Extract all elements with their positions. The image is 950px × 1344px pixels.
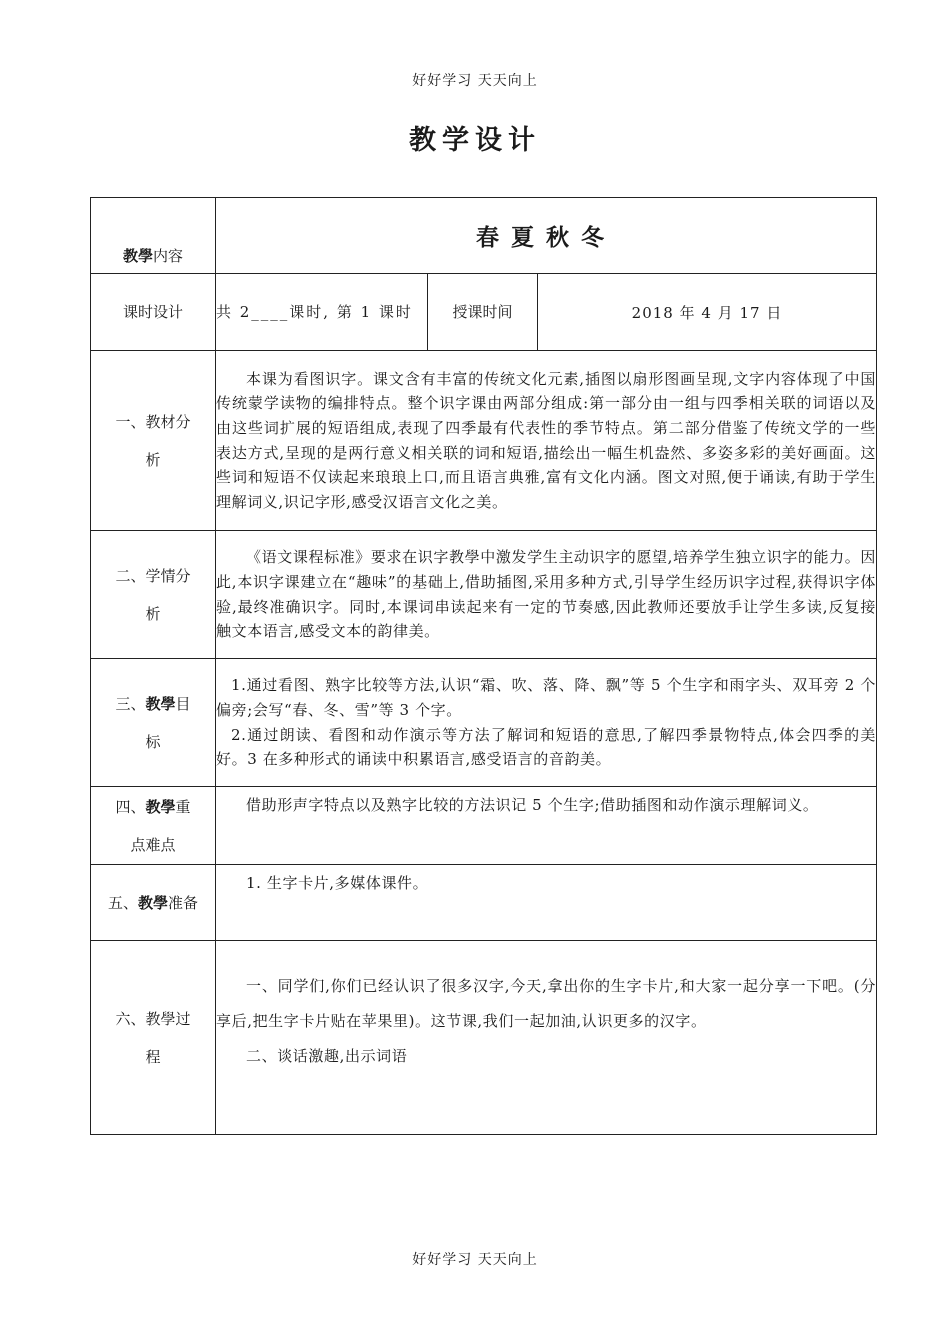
label-student-text: 二、学情分析 bbox=[115, 566, 191, 623]
row-student-analysis bbox=[91, 531, 877, 659]
label-hours: 课时设计 bbox=[91, 274, 216, 351]
label-bold: 教學 bbox=[122, 247, 153, 265]
key-points-cell bbox=[216, 787, 877, 865]
label-material-analysis bbox=[91, 351, 216, 531]
row-key-points bbox=[91, 787, 877, 865]
label-key-points bbox=[91, 787, 216, 865]
teaching-goals-cell bbox=[216, 659, 877, 787]
process-paragraph: 一、同学们,你们已经认识了很多汉字,今天,拿出你的生字卡片,和大家一起分享一下吧。(分享后,把生字卡片贴在苹果里)。这节课,我们一起加油,认识更多的汉字。 bbox=[216, 977, 876, 1030]
teach-date: 2018 年 4 月 17 日 bbox=[538, 274, 877, 351]
label-rest: 目标 bbox=[145, 694, 191, 751]
hours-value: 共 2____课时, 第 1 课时 bbox=[216, 274, 428, 351]
label-bold: 教學 bbox=[145, 694, 176, 713]
key-points-text: 借助形声字特点以及熟字比较的方法识记 5 个生字;借助插图和动作演示理解词义。 bbox=[246, 796, 819, 814]
footer-motto: 好好学习 天天向上 bbox=[412, 1252, 538, 1268]
row-material-analysis bbox=[91, 351, 877, 531]
preparation-cell bbox=[216, 865, 877, 941]
label-bold: 教學 bbox=[137, 893, 168, 912]
row-preparation bbox=[91, 865, 877, 941]
label-material-text: 一、教材分析 bbox=[115, 412, 191, 469]
row-lesson-content bbox=[91, 198, 877, 274]
label-pre: 五、 bbox=[107, 893, 138, 912]
lesson-plan-table bbox=[90, 197, 877, 1135]
label-teaching-process bbox=[91, 941, 216, 1135]
goal-item: 1.通过看图、熟字比较等方法,认识“霜、吹、落、降、飘”等 5 个生字和雨字头、双耳旁 2 个偏旁;会写“春、冬、雪”等 3 个字。 bbox=[216, 676, 876, 719]
goal-item: 2.通过朗读、看图和动作演示等方法了解词和短语的意思,了解四季景物特点,体会四季的美好。3 在多种形式的诵读中积累语言,感受语言的音韵美。 bbox=[216, 725, 876, 769]
label-rest: 内容 bbox=[153, 247, 184, 265]
process-paragraph: 二、谈话激趣,出示词语 bbox=[246, 1047, 408, 1065]
header-motto: 好好学习 天天向上 bbox=[412, 73, 538, 89]
label-process-text: 六、教學过程 bbox=[115, 1009, 191, 1066]
label-teach-time: 授课时间 bbox=[428, 274, 538, 351]
lesson-title: 春夏秋冬 bbox=[476, 224, 616, 251]
row-teaching-process bbox=[91, 941, 877, 1135]
label-student-analysis bbox=[91, 531, 216, 659]
label-preparation bbox=[91, 865, 216, 941]
material-analysis-cell bbox=[216, 351, 877, 531]
student-analysis-cell bbox=[216, 531, 877, 659]
label-bold: 教學 bbox=[145, 797, 176, 816]
lesson-title-cell bbox=[216, 198, 877, 274]
label-rest: 重点难点 bbox=[130, 797, 191, 854]
teaching-process-cell bbox=[216, 941, 877, 1135]
label-rest: 准备 bbox=[168, 893, 199, 912]
material-analysis-text: 本课为看图识字。课文含有丰富的传统文化元素,插图以扇形图画呈现,文字内容体现了中国传统蒙学读物的编排特点。整个识字课由两部分组成:第一部分由一组与四季相关联的词语以及由这些词扩展的短语组成,表现了四季最有代表性的季节特点。第二部分借鉴了传统文学的一些表达方式,呈现的是两行意义相关联的词和短语,描绘出一幅生机盎然、多姿多彩的美好画面。这些词和短语不仅读起来琅琅上口,而且语言典雅,富有文化内涵。图文对照,便于诵读,有助于学生理解词义,识记字形,感受汉语言文化之美。 bbox=[216, 369, 876, 511]
label-pre: 三、 bbox=[115, 694, 146, 713]
row-hours bbox=[91, 274, 877, 351]
label-lesson-content bbox=[91, 198, 216, 274]
row-teaching-goals bbox=[91, 659, 877, 787]
student-analysis-text: 《语文课程标准》要求在识字教學中激发学生主动识字的愿望,培养学生独立识字的能力。因此,本识字课建立在“趣味”的基础上,借助插图,采用多种方式,引导学生经历识字过程,获得识字体验,最终准确识字。同时,本课词串读起来有一定的节奏感,因此教师还要放手让学生多读,反复接触文本语言,感受文本的韵律美。 bbox=[216, 548, 876, 641]
document-title: 教学设计 bbox=[409, 125, 541, 156]
preparation-text: 1. 生字卡片,多媒体课件。 bbox=[246, 874, 429, 892]
label-pre: 四、 bbox=[115, 797, 146, 816]
label-teaching-goals bbox=[91, 659, 216, 787]
